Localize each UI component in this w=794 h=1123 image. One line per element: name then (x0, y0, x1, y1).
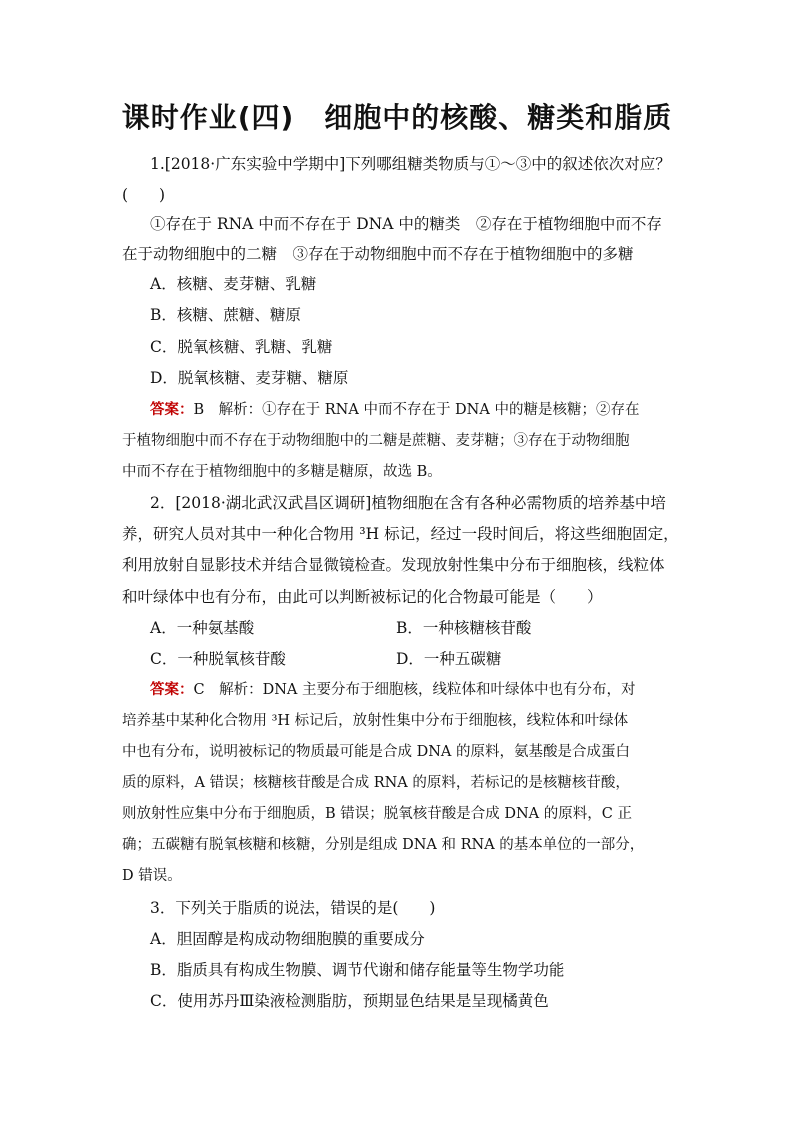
q2-options-row1 (150, 618, 254, 638)
q1-desc-line1: ①存在于 RNA 中而不存在于 DNA 中的糖类 ②存在于植物细胞中而不存 (150, 215, 662, 233)
q2-answer-line5: 则放射性应集中分布于细胞质，B 错误；脱氧核苷酸是合成 DNA 的原料，C 正 (122, 806, 632, 822)
q2-answer-text: C 解析：DNA 主要分布于细胞核，线粒体和叶绿体中也有分布，对 (193, 682, 636, 698)
q1-desc-line2: 在于动物细胞中的二糖 ③存在于动物细胞中而不存在于植物细胞中的多糖 (122, 245, 634, 263)
q1-option-d: D．脱氧核糖、麦芽糖、糖原 (150, 369, 349, 387)
q2-answer-label: 答案： (150, 681, 194, 698)
q2-stem-line4: 和叶绿体中也有分布，由此可以判断被标记的化合物最可能是（ ） (122, 588, 603, 606)
q2-option-d: D．一种五碳糖 (396, 650, 502, 668)
q3-stem-line1: 3．下列关于脂质的说法，错误的是( ) (150, 899, 436, 917)
q2-answer-line1 (150, 680, 636, 700)
q1-stem-line1: 1.[2018·广东实验中学期中]下列哪组糖类物质与①～③中的叙述依次对应？ (150, 155, 671, 173)
q1-option-c: C．脱氧核糖、乳糖、乳糖 (150, 338, 333, 356)
q2-stem-line1: 2．[2018·湖北武汉武昌区调研]植物细胞在含有各种必需物质的培养基中培 (150, 494, 666, 512)
q1-stem-line2: ( ) (122, 186, 166, 204)
q1-answer-line2: 于植物细胞中而不存在于动物细胞中的二糖是蔗糖、麦芽糖；③存在于动物细胞 (122, 433, 630, 449)
page-title (0, 96, 794, 136)
title-part1: 课时作业(四) (121, 101, 295, 134)
q1-answer-label: 答案： (150, 401, 194, 418)
q2-answer-line2: 培养基中某种化合物用 ³H 标记后，放射性集中分布于细胞核，线粒体和叶绿体 (122, 713, 629, 729)
q2-option-a: A．一种氨基酸 (150, 619, 255, 637)
q3-option-b: B．脂质具有构成生物膜、调节代谢和储存能量等生物学功能 (150, 961, 565, 979)
q2-stem-line3: 利用放射自显影技术并结合显微镜检查。发现放射性集中分布于细胞核，线粒体 (122, 556, 665, 574)
q1-answer-text: B 解析：①存在于 RNA 中而不存在于 DNA 中的糖是核糖；②存在 (193, 402, 640, 418)
q1-option-a: A．核糖、麦芽糖、乳糖 (150, 275, 317, 293)
q3-option-c: C．使用苏丹Ⅲ染液检测脂肪，预期显色结果是呈现橘黄色 (150, 992, 549, 1010)
q2-option-b: B．一种核糖核苷酸 (396, 619, 532, 637)
q2-stem-line2: 养，研究人员对其中一种化合物用 ³H 标记，经过一段时间后，将这些细胞固定， (122, 525, 679, 543)
q2-answer-line6: 确；五碳糖有脱氧核糖和核糖，分别是组成 DNA 和 RNA 的基本单位的一部分， (122, 837, 645, 853)
q2-answer-line4: 质的原料，A 错误；核糖核苷酸是合成 RNA 的原料，若标记的是核糖核苷酸， (122, 775, 630, 791)
q2-answer-line7: D 错误。 (122, 868, 182, 884)
q1-answer-line1 (150, 400, 639, 420)
q2-option-c: C．一种脱氧核苷酸 (150, 650, 286, 668)
title-part2: 细胞中的核酸、糖类和脂质 (324, 101, 673, 134)
q2-answer-line3: 中也有分布，说明被标记的物质最可能是合成 DNA 的原料，氨基酸是合成蛋白 (122, 744, 630, 760)
q1-answer-line3: 中而不存在于植物细胞中的多糖是糖原，故选 B。 (122, 464, 442, 480)
q3-option-a: A．胆固醇是构成动物细胞膜的重要成分 (150, 930, 425, 948)
q1-option-b: B．核糖、蔗糖、糖原 (150, 306, 301, 324)
